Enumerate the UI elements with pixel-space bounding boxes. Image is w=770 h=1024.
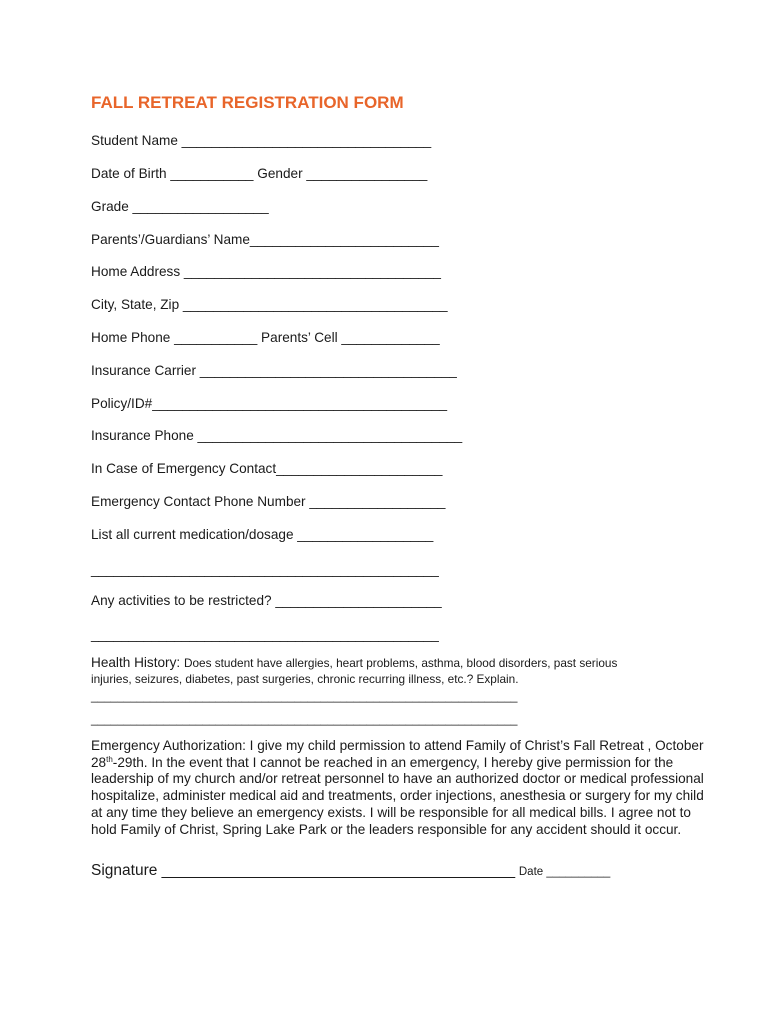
authorization-text-part1: Emergency Authorization: I give my child permission to attend Family of Christ’s Fall Retreat , October 28 [91, 738, 704, 770]
health-history-label: Health History: [91, 655, 181, 670]
date-field[interactable]: Date __________ [518, 866, 611, 878]
health-history-blank-1[interactable]: _________________________________________________________________ [91, 689, 518, 703]
health-history-question-cont: injuries, seizures, diabetes, past surgeries, chronic recurring illness, etc.? Explain. [91, 672, 519, 686]
health-history-question [91, 655, 617, 671]
policy-id-field[interactable]: Policy/ID#_______________________________________ [91, 396, 448, 411]
form-title: FALL RETREAT REGISTRATION FORM [91, 93, 404, 112]
insurance-phone-field[interactable]: Insurance Phone ___________________________________ [91, 428, 463, 443]
home-address-field[interactable]: Home Address __________________________________ [91, 264, 441, 279]
authorization-superscript: th [106, 754, 113, 764]
emergency-contact-field[interactable]: In Case of Emergency Contact______________________ [91, 461, 443, 476]
health-history-blank-2[interactable]: _________________________________________________________________ [91, 712, 518, 726]
signature-field[interactable]: Signature _________________________________________ [91, 862, 516, 879]
activities-restricted-field[interactable]: Any activities to be restricted? ______________________ [91, 593, 442, 608]
grade-field[interactable]: Grade __________________ [91, 199, 269, 214]
emergency-phone-field[interactable]: Emergency Contact Phone Number __________________ [91, 494, 446, 509]
emergency-authorization-paragraph [91, 738, 711, 838]
medication-blank-line[interactable]: ______________________________________________ [91, 562, 439, 577]
activities-blank-line[interactable]: ______________________________________________ [91, 627, 439, 642]
signature-row [91, 863, 610, 880]
dob-gender-field[interactable]: Date of Birth ___________ Gender ________________ [91, 166, 428, 181]
authorization-text-part2: -29th. In the event that I cannot be reached in an emergency, I hereby give permission for the leadership of my church and/or retreat personnel to have an authorized doctor or medical professional hospitalize, administer medical aid and treatments, order injections, anesthesia or surgery for my child at any time they believe an emergency exists. I will be responsible for all medical bills. I agree not to hold Family of Christ, Spring Lake Park or the leaders responsible for any accident should it occur. [91, 754, 704, 837]
insurance-carrier-field[interactable]: Insurance Carrier __________________________________ [91, 363, 457, 378]
medication-field[interactable]: List all current medication/dosage __________________ [91, 527, 434, 542]
phone-fields[interactable]: Home Phone ___________ Parents’ Cell _____________ [91, 330, 440, 345]
city-state-zip-field[interactable]: City, State, Zip ___________________________________ [91, 297, 448, 312]
guardians-name-field[interactable]: Parents’/Guardians’ Name_________________________ [91, 232, 439, 247]
health-history-question-text: Does student have allergies, heart problems, asthma, blood disorders, past serious [183, 656, 618, 670]
student-name-field[interactable]: Student Name _________________________________ [91, 133, 432, 148]
